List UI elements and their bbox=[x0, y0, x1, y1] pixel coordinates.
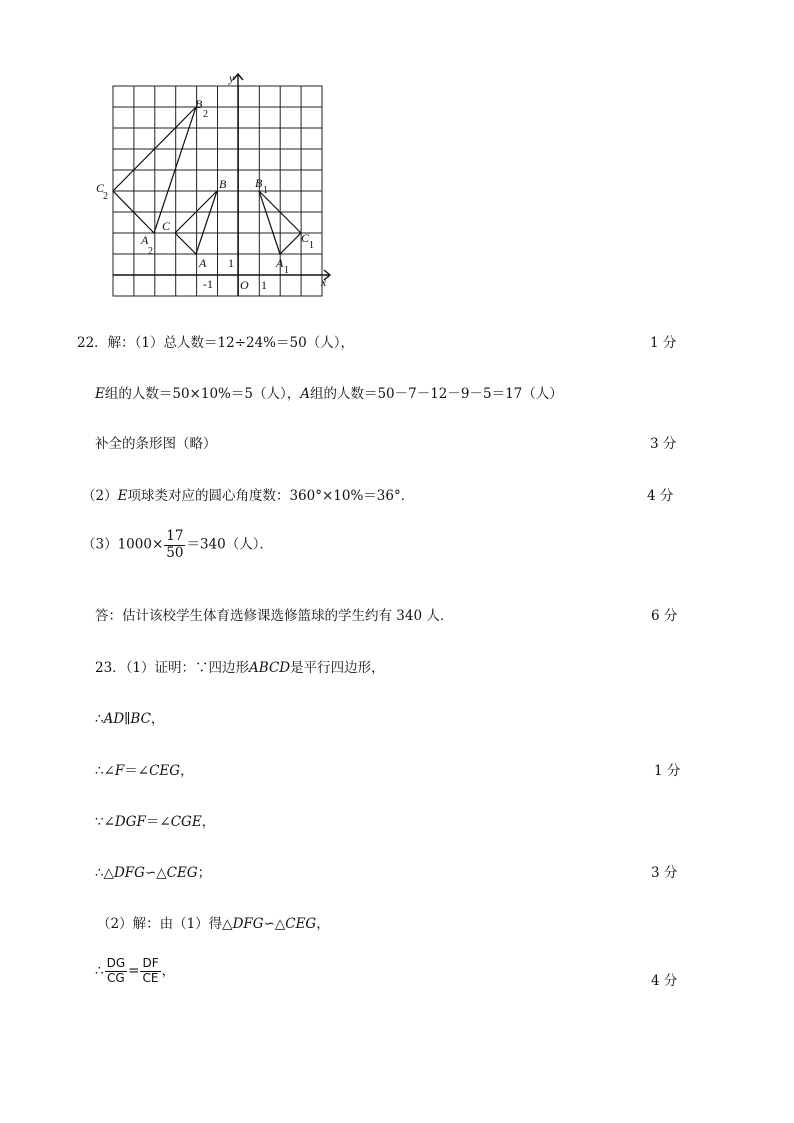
label-C: C bbox=[162, 219, 171, 233]
label-B1-sub: 1 bbox=[263, 185, 268, 196]
q23-part1-statement: 23．（1）证明：∵四边形ABCD是平行四边形， bbox=[95, 660, 385, 676]
q23-part2: （2）解：由（1）得△DFG∽△CEG， bbox=[97, 916, 330, 932]
label-B: B bbox=[219, 177, 227, 191]
label-A1-sub: 1 bbox=[284, 265, 289, 276]
q22-group-counts: E组的人数＝50×10%＝5（人），A组的人数＝50－7－12－9－5＝17（人） bbox=[95, 386, 563, 402]
grid bbox=[113, 86, 322, 296]
q22-part1: 22．解：（1）总人数＝12÷24%＝50（人）， bbox=[77, 335, 354, 351]
fraction-dg-cg: $\frac{DG}{CG}$ bbox=[106, 956, 126, 985]
tick-one-x: 1 bbox=[261, 278, 267, 292]
label-C1: C bbox=[301, 231, 310, 245]
label-A2: A bbox=[141, 233, 149, 247]
label-C2-sub: 2 bbox=[103, 191, 108, 202]
label-B2: B bbox=[195, 97, 203, 111]
label-A2-sub: 2 bbox=[148, 246, 153, 257]
q22-score4: 6 分 bbox=[651, 608, 678, 624]
tick-neg-one-x: -1 bbox=[203, 277, 213, 291]
triangle-ABC bbox=[175, 191, 217, 254]
transformation-grid-figure bbox=[90, 68, 340, 304]
q22-part2: （2）E项球类对应的圆心角度数：360°×10%＝36°． bbox=[82, 488, 415, 504]
label-A1: A bbox=[276, 256, 284, 270]
q23-line-angle-dgf: ∵∠DGF＝∠CGE， bbox=[95, 814, 216, 830]
q23-score1: 1 分 bbox=[654, 763, 681, 779]
label-B2-sub: 2 bbox=[203, 109, 208, 120]
q22-score2: 3 分 bbox=[650, 436, 677, 452]
q22-score1: 1 分 bbox=[650, 335, 677, 351]
q23-line-parallel: ∴AD∥BC， bbox=[95, 711, 165, 727]
q22-answer: 答：估计该校学生体育选修课选修篮球的学生约有 340 人． bbox=[95, 608, 454, 624]
tick-one-y: 1 bbox=[228, 256, 234, 270]
label-B1: B bbox=[255, 176, 263, 190]
label-C2: C bbox=[96, 181, 105, 195]
fraction-df-ce: $\frac{DF}{CE}$ bbox=[142, 956, 159, 985]
axis-y-label: y bbox=[229, 71, 235, 85]
origin-label: O bbox=[240, 278, 249, 292]
q23-score2: 3 分 bbox=[651, 865, 678, 881]
axis-x-label: x bbox=[321, 275, 327, 289]
q23-line-angle-f: ∴∠F＝∠CEG， bbox=[95, 763, 194, 779]
label-C1-sub: 1 bbox=[309, 240, 314, 251]
fraction-17-50: $\frac{17}{50}$ bbox=[166, 528, 184, 561]
q22-score3: 4 分 bbox=[647, 488, 674, 504]
label-A: A bbox=[199, 256, 207, 270]
q22-part3: （3）1000× $\frac{17}{50}$ ＝340（人）． bbox=[82, 528, 273, 561]
q22-bar-chart-note: 补全的条形图（略） bbox=[95, 436, 217, 452]
q23-line-similar: ∴△DFG∽△CEG； bbox=[95, 865, 212, 881]
q23-score3: 4 分 bbox=[651, 973, 678, 989]
q23-ratio: ∴ $\frac{DG}{CG}$ = $\frac{DF}{CE}$ ， bbox=[95, 956, 176, 985]
